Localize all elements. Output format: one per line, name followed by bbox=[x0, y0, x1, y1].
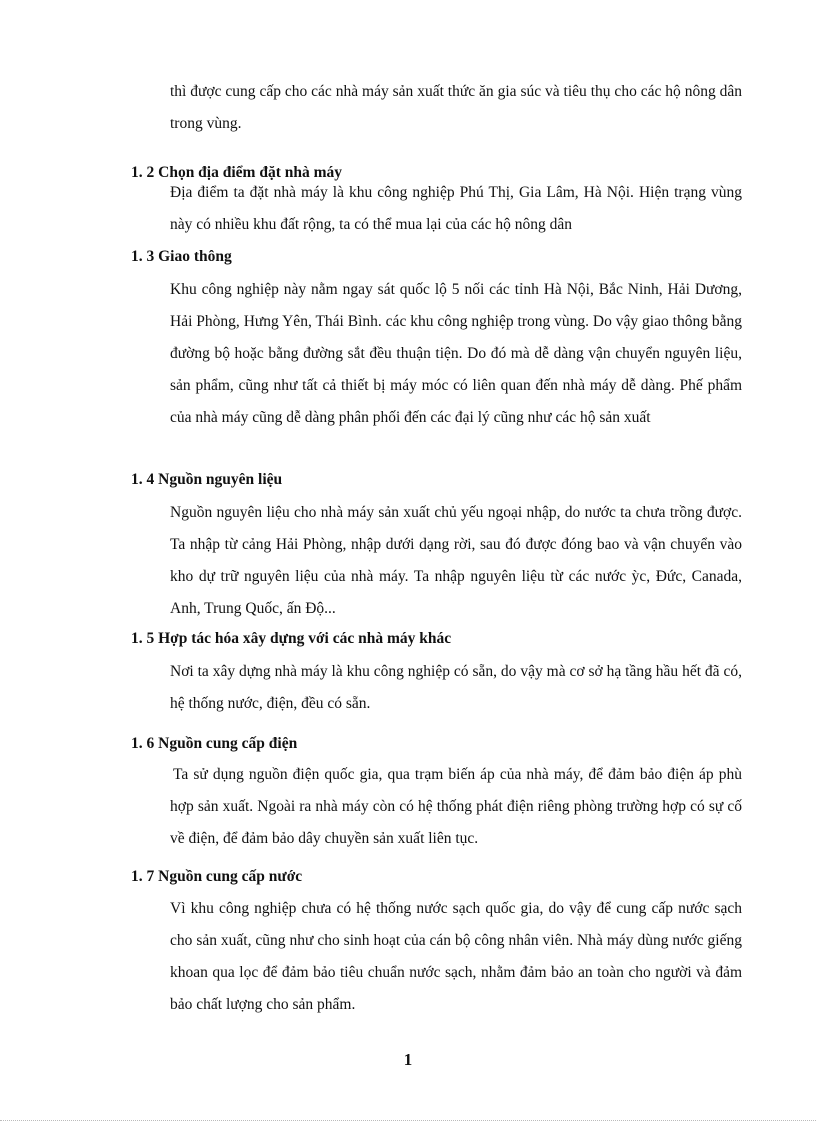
section-heading-1-4: 1. 4 Nguồn nguyên liệu bbox=[131, 471, 283, 488]
section-body-1-6: Ta sử dụng nguồn điện quốc gia, qua trạm biến áp của nhà máy, để đảm bảo điện áp phù hợp sản xuất. Ngoài ra nhà máy còn có hệ thống phát điện riêng phòng trường hợp có sự cố về điện, để đảm bảo dây chuyền sản xuất liên tục. bbox=[170, 766, 742, 847]
section-body-1-5: Nơi ta xây dựng nhà máy là khu công nghiệp có sẵn, do vậy mà cơ sở hạ tầng hầu hết đã có, hệ thống nước, điện, đều có sẵn. bbox=[170, 663, 742, 712]
section-body-1-2: Địa điểm ta đặt nhà máy là khu công nghiệp Phú Thị, Gia Lâm, Hà Nội. Hiện trạng vùng này có nhiều khu đất rộng, ta có thể mua lại của các hộ nông dân bbox=[170, 184, 742, 233]
section-heading-1-2: 1. 2 Chọn địa điểm đặt nhà máy bbox=[131, 164, 343, 181]
section-heading-1-3: 1. 3 Giao thông bbox=[131, 248, 232, 265]
page-bottom-rule bbox=[0, 1120, 816, 1121]
section-body-1-4: Nguồn nguyên liệu cho nhà máy sản xuất chủ yếu ngoại nhập, do nước ta chưa trồng được. Ta nhập từ cảng Hải Phòng, nhập dưới dạng rời, sau đó được đóng bao và vận chuyển vào kho dự trữ nguyên liệu của nhà máy. Ta nhập nguyên liệu từ các nước ỳc, Đức, Canada, Anh, Trung Quốc, ấn Độ... bbox=[170, 504, 742, 617]
intro-paragraph: thì được cung cấp cho các nhà máy sản xuất thức ăn gia súc và tiêu thụ cho các hộ nông dân trong vùng. bbox=[170, 83, 742, 132]
section-heading-1-6: 1. 6 Nguồn cung cấp điện bbox=[131, 735, 298, 752]
section-heading-1-5: 1. 5 Hợp tác hóa xây dựng với các nhà máy khác bbox=[131, 630, 452, 647]
page-number: 1 bbox=[403, 1050, 413, 1069]
section-body-1-3: Khu công nghiệp này nằm ngay sát quốc lộ 5 nối các tỉnh Hà Nội, Bắc Ninh, Hải Dương, Hải Phòng, Hưng Yên, Thái Bình. các khu công nghiệp trong vùng. Do vậy giao thông bằng đường bộ hoặc bằng đường sắt đều thuận tiện. Do đó mà dễ dàng vận chuyển nguyên liệu, sản phẩm, cũng như tất cả thiết bị máy móc có liên quan đến nhà máy dễ dàng. Phế phẩm của nhà máy cũng dễ dàng phân phối đến các đại lý cũng như các hộ sản xuất bbox=[170, 281, 742, 426]
section-body-1-7: Vì khu công nghiệp chưa có hệ thống nước sạch quốc gia, do vậy để cung cấp nước sạch cho sản xuất, cũng như cho sinh hoạt của cán bộ công nhân viên. Nhà máy dùng nước giếng khoan qua lọc để đảm bảo tiêu chuẩn nước sạch, nhằm đảm bảo an toàn cho người và đảm bảo chất lượng cho sản phẩm. bbox=[170, 900, 742, 1013]
section-heading-1-7: 1. 7 Nguồn cung cấp nước bbox=[131, 868, 303, 885]
